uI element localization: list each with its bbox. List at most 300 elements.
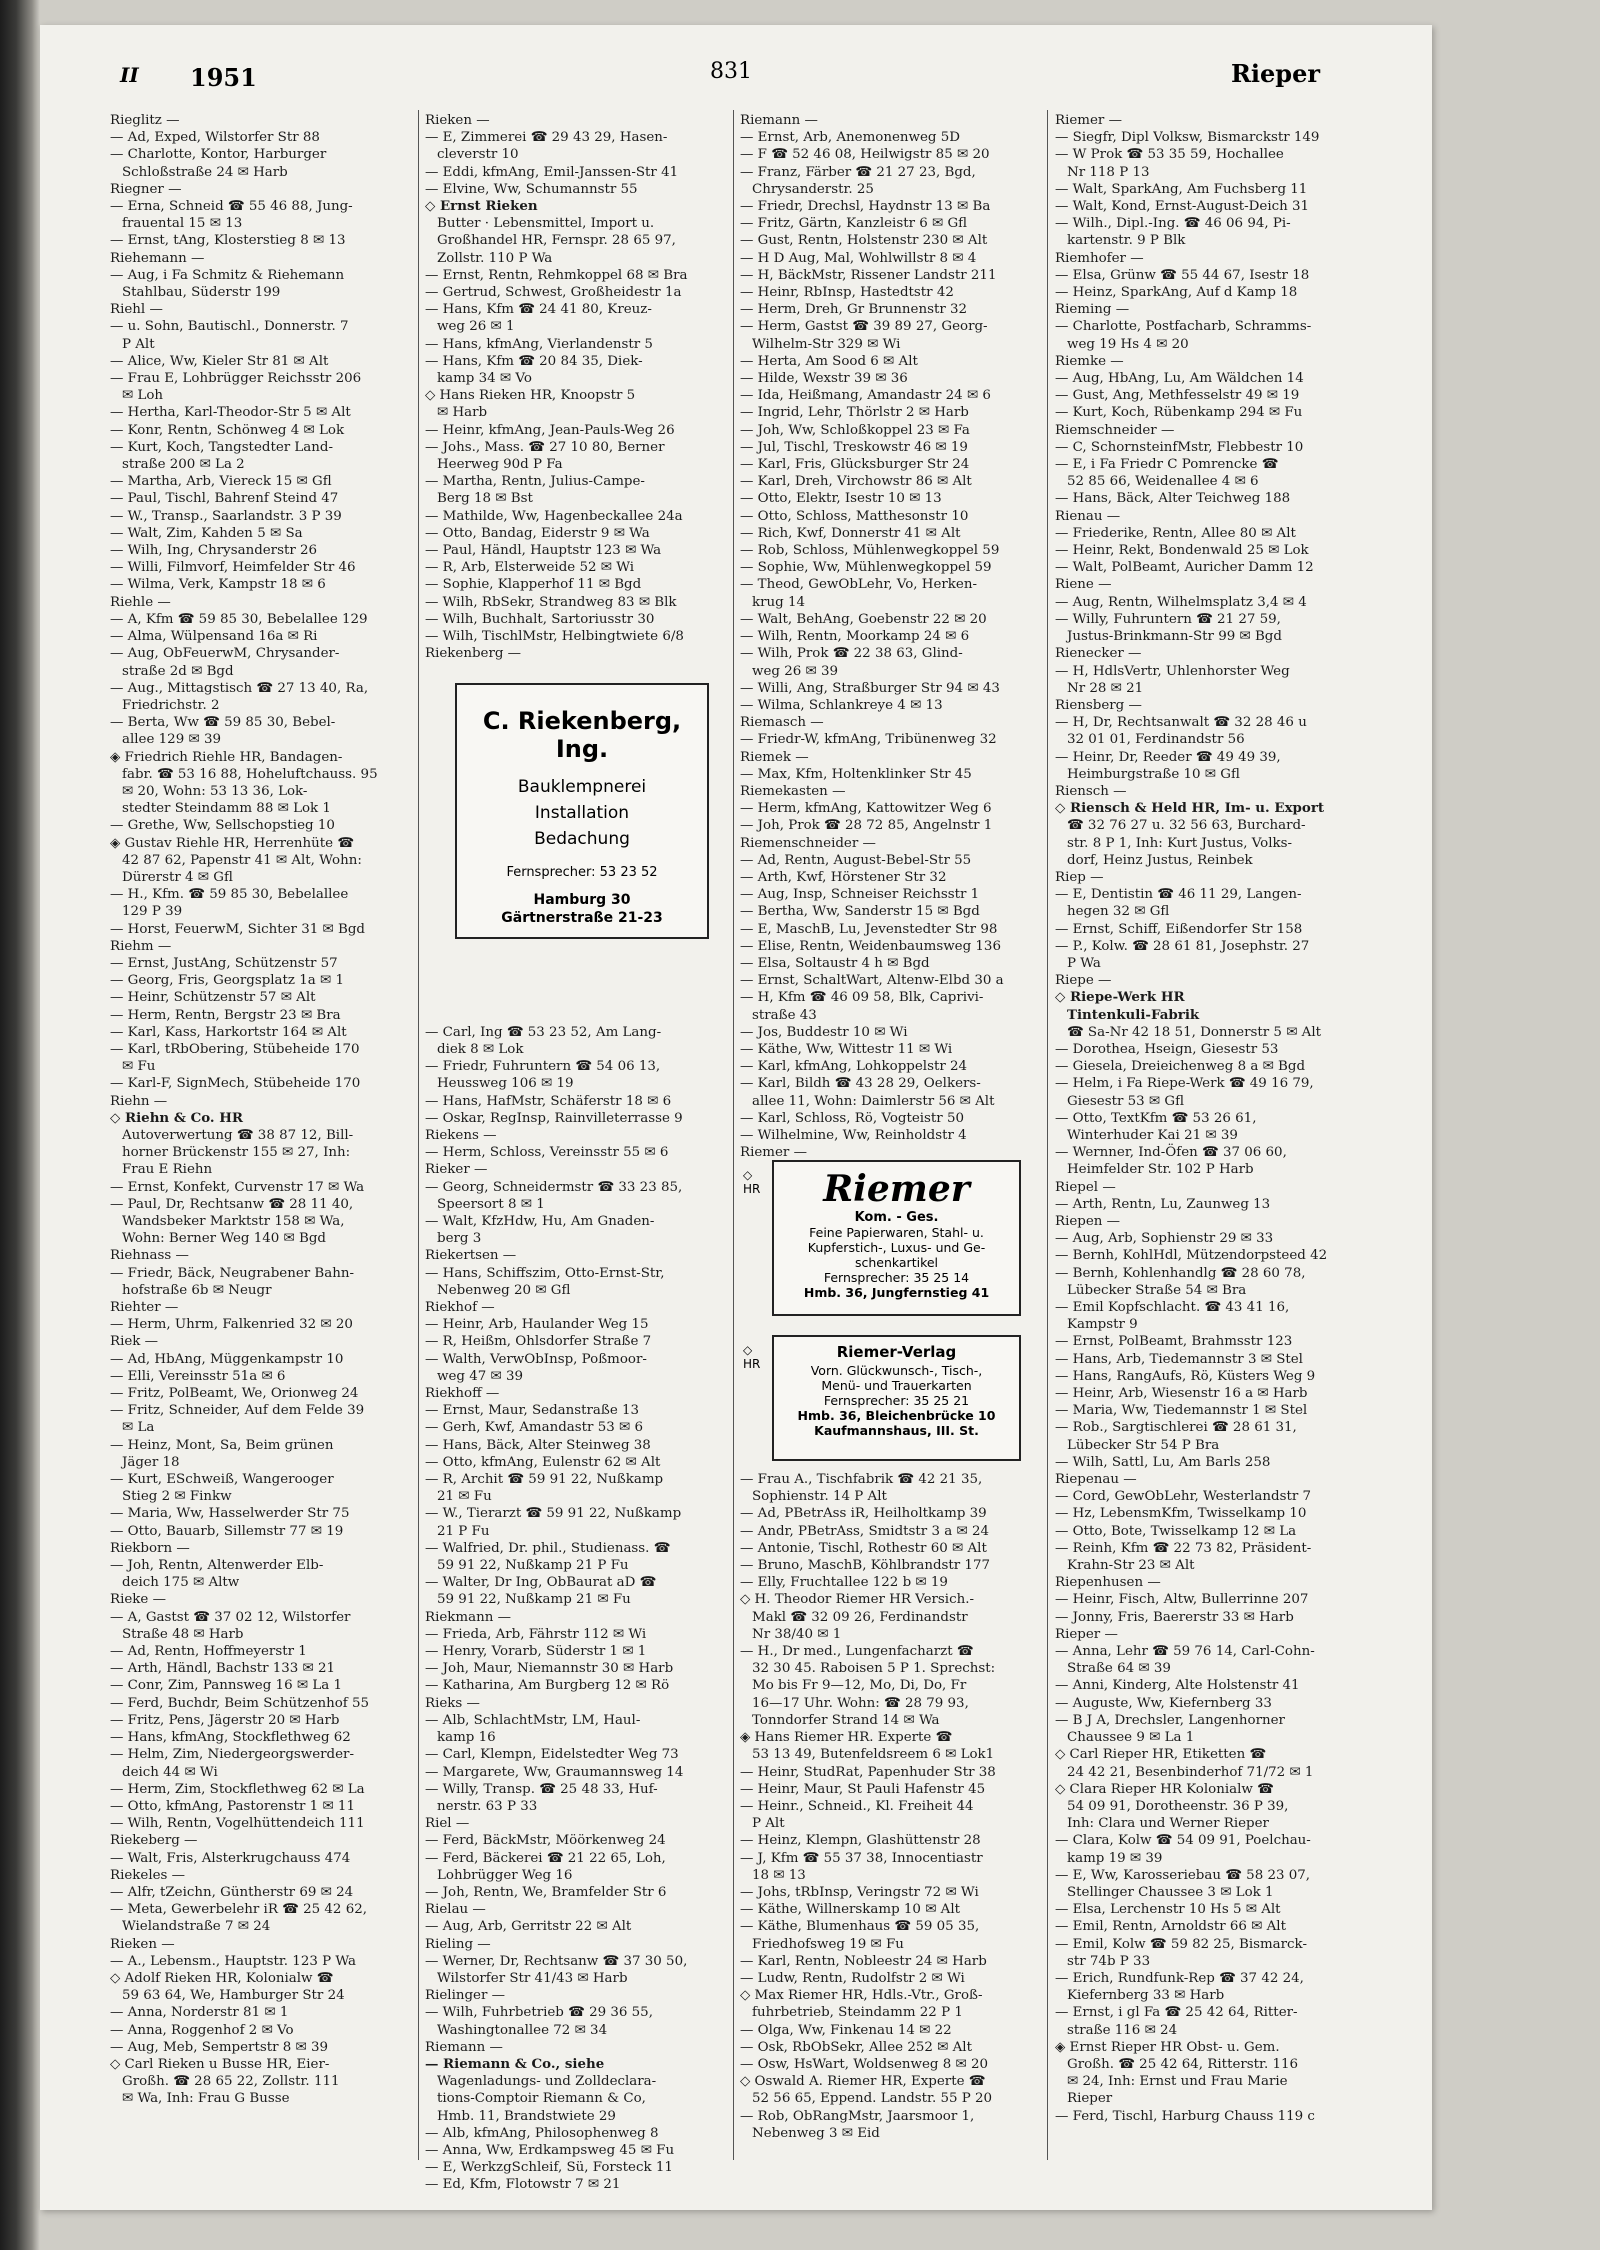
directory-line: — Herm, Gastst ☎ 39 89 27, Georg- (740, 319, 988, 335)
directory-line: — Alb, kfmAng, Philosophenweg 8 (425, 2125, 659, 2141)
directory-line: — Hz, LebensmKfm, Twisselkamp 10 (1055, 1506, 1307, 1522)
directory-line: — Helm, i Fa Riepe-Werk ☎ 49 16 79, (1055, 1076, 1314, 1092)
directory-line: Washingtonallee 72 ✉ 34 (437, 2022, 608, 2038)
directory-line: Riekhoff — (425, 1386, 500, 1402)
ad-line: Vorn. Glückwunsch-, Tisch-, (810, 1363, 983, 1378)
directory-line: ✉ 24, Inh: Ernst und Frau Marie (1067, 2074, 1288, 2090)
directory-line: weg 26 ✉ 1 (437, 319, 515, 335)
directory-line: — Karl-F, SignMech, Stübeheide 170 (110, 1076, 361, 1092)
directory-line: — Kurt, Koch, Rübenkamp 294 ✉ Fu (1055, 405, 1303, 421)
directory-line: — Fritz, Gärtn, Kanzleistr 6 ✉ Gfl (740, 216, 968, 232)
directory-line: Kampstr 9 (1067, 1317, 1138, 1333)
directory-line: Riensberg — (1055, 697, 1142, 713)
ad-city: Hamburg 30 (533, 892, 631, 908)
directory-line: — Hans, kfmAng, Vierlandenstr 5 (425, 336, 653, 352)
directory-line: — Anna, Norderstr 81 ✉ 1 (110, 2005, 289, 2021)
directory-line: — Herm, Schloss, Vereinsstr 55 ✉ 6 (425, 1145, 669, 1161)
ad-company-name: C. Riekenberg, Ing. (482, 707, 682, 763)
directory-line: — Georg, Fris, Georgsplatz 1a ✉ 1 (110, 973, 344, 989)
directory-line: — Friederike, Rentn, Allee 80 ✉ Alt (1055, 525, 1296, 541)
directory-line: — Friedr-W, kfmAng, Tribünenweg 32 (740, 732, 997, 748)
directory-line: — Conr, Zim, Pannsweg 16 ✉ La 1 (110, 1678, 342, 1694)
edition-label: II (120, 63, 139, 87)
directory-line: Stieg 2 ✉ Finkw (122, 1489, 232, 1505)
directory-line: — Wilh, Prok ☎ 22 38 63, Glind- (740, 646, 963, 662)
directory-line: ◇ Riepe-Werk HR (1055, 989, 1185, 1006)
directory-line: — Wilh, RbSekr, Strandweg 83 ✉ Blk (425, 594, 677, 610)
directory-line: — Arth, Rentn, Lu, Zaunweg 13 (1055, 1196, 1271, 1212)
page-header (120, 37, 1320, 97)
directory-line: Speersort 8 ✉ 1 (437, 1196, 545, 1212)
directory-line: 32 30 45. Raboisen 5 P 1. Sprechst: (752, 1661, 996, 1677)
directory-line: Riekens — (425, 1127, 497, 1143)
directory-line: — Otto, kfmAng, Eulenstr 62 ✉ Alt (425, 1454, 661, 1470)
directory-line: nerstr. 63 P 33 (437, 1798, 538, 1814)
directory-line: — Hilde, Wexstr 39 ✉ 36 (740, 371, 908, 387)
directory-line: — Joh, Maur, Niemannstr 30 ✉ Harb (425, 1661, 674, 1677)
directory-line: — Walth, VerwObInsp, Poßmoor- (425, 1351, 647, 1367)
directory-line: diek 8 ✉ Lok (437, 1041, 524, 1057)
directory-line: — H, Kfm ☎ 46 09 58, Blk, Caprivi- (740, 990, 984, 1006)
directory-line: — Heinz, SparkAng, Auf d Kamp 18 (1055, 285, 1298, 301)
directory-line: Riemschneider — (1055, 422, 1175, 438)
directory-line: — Hans, kfmAng, Stockflethweg 62 (110, 1730, 351, 1746)
directory-line: — Maria, Ww, Hasselwerder Str 75 (110, 1506, 350, 1522)
directory-line: — Heinr, Dr, Reeder ☎ 49 49 39, (1055, 749, 1281, 765)
directory-line: Rieming — (1055, 302, 1130, 318)
directory-line: — H, HdlsVertr, Uhlenhorster Weg (1055, 663, 1290, 679)
directory-line: — Ernst, Arb, Anemonenweg 5D (740, 130, 960, 146)
directory-line: — Hans, RangAufs, Rö, Küsters Weg 9 (1055, 1368, 1316, 1384)
directory-line: ◇ Oswald A. Riemer HR, Experte ☎ (740, 2074, 986, 2090)
directory-line: Riemek — (740, 749, 809, 765)
directory-line: Wagenladungs- und Zolldeclara- (437, 2074, 657, 2090)
directory-line: — Fritz, Schneider, Auf dem Felde 39 (110, 1403, 365, 1419)
directory-line: — Wilh, Sattl, Lu, Am Barls 258 (1055, 1454, 1271, 1470)
directory-line: — Gertrud, Schwest, Großheidestr 1a (425, 285, 682, 301)
ad-line: Kom. - Ges. (854, 1210, 939, 1225)
directory-line: allee 11, Wohn: Daimlerstr 56 ✉ Alt (752, 1093, 995, 1109)
directory-line: — Karl, Bildh ☎ 43 28 29, Oelkers- (740, 1076, 981, 1092)
directory-line: — Konr, Rentn, Schönweg 4 ✉ Lok (110, 422, 345, 438)
directory-line: — Walt, Zim, Kahden 5 ✉ Sa (110, 525, 303, 541)
directory-line: — Herm, Zim, Stockflethweg 62 ✉ La (110, 1781, 365, 1797)
directory-line: — Ed, Kfm, Flotowstr 7 ✉ 21 (425, 2177, 621, 2193)
directory-line: kamp 34 ✉ Vo (437, 371, 532, 387)
directory-line: — Anna, Ww, Erdkampsweg 45 ✉ Fu (425, 2142, 675, 2158)
directory-line: — Friedr, Fuhruntern ☎ 54 06 13, (425, 1059, 661, 1075)
directory-line: Rieper (1067, 2091, 1113, 2107)
directory-line: Nr 118 P 13 (1067, 164, 1150, 180)
directory-line: — Otto, Bandag, Eiderstr 9 ✉ Wa (425, 525, 650, 541)
directory-line: — B J A, Drechsler, Langenhorner (1055, 1712, 1285, 1728)
directory-line: Riemann — (425, 2039, 503, 2055)
directory-line: berg 3 (437, 1231, 482, 1247)
directory-line: — Arth, Kwf, Hörstener Str 32 (740, 869, 947, 885)
directory-line: 21 P Fu (437, 1523, 490, 1539)
directory-line: — Ferd, BäckMstr, Möörkenweg 24 (425, 1833, 666, 1849)
directory-line: Wilhelm-Str 329 ✉ Wi (752, 336, 901, 352)
directory-line: — Heinr, RbInsp, Hastedtstr 42 (740, 285, 954, 301)
directory-line: fabr. ☎ 53 16 88, Hoheluftchauss. 95 (122, 766, 378, 782)
directory-line: — Herm, kfmAng, Kattowitzer Weg 6 (740, 801, 992, 817)
directory-line: Rieling — (425, 1936, 491, 1952)
directory-line: — Elvine, Ww, Schumannstr 55 (425, 181, 638, 197)
directory-line: ✉ Harb (437, 405, 488, 421)
directory-line: Hmb. 11, Brandstwiete 29 (437, 2108, 616, 2124)
directory-line: — E, MaschB, Lu, Jevenstedter Str 98 (740, 921, 998, 937)
directory-line: — Käthe, Blumenhaus ☎ 59 05 35, (740, 1919, 980, 1935)
directory-line: — Hans, Bäck, Alter Teichweg 188 (1055, 491, 1291, 507)
directory-line: Makl ☎ 32 09 26, Ferdinandstr (752, 1609, 968, 1625)
directory-line: Riemke — (1055, 353, 1124, 369)
directory-line: Nr 38/40 ✉ 1 (752, 1626, 842, 1642)
directory-line: — Ad, Rentn, Hoffmeyerstr 1 (110, 1644, 307, 1660)
directory-line: stedter Steindamm 88 ✉ Lok 1 (122, 801, 331, 817)
ad-space (425, 938, 741, 955)
directory-line: 54 09 91, Dorotheenstr. 36 P 39, (1067, 1798, 1289, 1814)
directory-line: — Paul, Tischl, Bahrenf Steind 47 (110, 491, 339, 507)
directory-line: — Otto, Elektr, Isestr 10 ✉ 13 (740, 491, 942, 507)
directory-line: — Ernst, tAng, Klosterstieg 8 ✉ 13 (110, 233, 346, 249)
directory-line: Riekeberg — (110, 1833, 198, 1849)
directory-line: Riehm — (110, 938, 172, 954)
directory-line: Zollstr. 110 P Wa (437, 250, 553, 266)
directory-line: — Walt, KfzHdw, Hu, Am Gnaden- (425, 1214, 655, 1229)
ad-space (425, 989, 741, 1006)
directory-line: Straße 48 ✉ Harb (122, 1626, 244, 1642)
directory-line: Rieke — (110, 1592, 166, 1608)
directory-line: — Otto, kfmAng, Pastorenstr 1 ✉ 11 (110, 1798, 355, 1814)
book-binding (0, 0, 40, 2250)
directory-line: dorf, Heinz Justus, Reinbek (1067, 852, 1253, 868)
directory-line: ◈ Friedrich Riehle HR, Bandagen- (110, 749, 343, 765)
directory-line: — Wilh, Rentn, Moorkamp 24 ✉ 6 (740, 629, 970, 645)
directory-line: — Osk, RbObSekr, Allee 252 ✉ Alt (740, 2039, 972, 2055)
directory-line: — Jos, Buddestr 10 ✉ Wi (740, 1024, 908, 1040)
directory-line: Großhandel HR, Fernspr. 28 65 97, (437, 233, 676, 249)
directory-line: Jäger 18 (122, 1454, 180, 1470)
directory-line: P Alt (122, 336, 155, 352)
directory-line: Riehn — (110, 1093, 168, 1109)
directory-line: — Karl, Kass, Harkortstr 164 ✉ Alt (110, 1024, 347, 1040)
directory-line: — Frau E, Lohbrügger Reichsstr 206 (110, 371, 362, 387)
directory-line: — Käthe, Willnerskamp 10 ✉ Alt (740, 1902, 961, 1918)
directory-line: — Kurt, Koch, Tangstedter Land- (110, 439, 333, 455)
directory-line: Riene — (1055, 577, 1112, 593)
directory-line: Riepenhusen — (1055, 1575, 1161, 1591)
directory-line: — Rob, Schloss, Mühlenwegkoppel 59 (740, 543, 1000, 559)
directory-line: — Johs., Mass. ☎ 27 10 80, Berner (425, 439, 665, 455)
directory-line: — Wilhelmine, Ww, Reinholdstr 4 (740, 1127, 967, 1143)
ad-phone: Fernsprecher: 35 25 21 (823, 1393, 970, 1408)
directory-line: hofstraße 6b ✉ Neugr (122, 1282, 272, 1298)
directory-line: — Cord, GewObLehr, Westerlandstr 7 (1055, 1489, 1312, 1505)
directory-line: — Ernst, Maur, Sedanstraße 13 (425, 1403, 640, 1419)
directory-line: Riepen — (1055, 1214, 1121, 1229)
ad-space (425, 1007, 741, 1024)
directory-line: — Willi, Filmvorf, Heimfelder Str 46 (110, 560, 356, 576)
directory-line: — Walt, Fris, Alsterkrugchauss 474 (110, 1850, 351, 1866)
directory-line: straße 200 ✉ La 2 (122, 457, 245, 473)
directory-line: Riemekasten — (740, 783, 846, 799)
directory-line: — Anna, Roggenhof 2 ✉ Vo (110, 2022, 294, 2038)
ad-title: Riemer-Verlag (836, 1343, 957, 1361)
directory-line: — Ernst, PolBeamt, Brahmsstr 123 (1055, 1334, 1293, 1350)
directory-line: — Willi, Ang, Straßburger Str 94 ✉ 43 (740, 680, 1000, 696)
directory-line: Riehnass — (110, 1248, 189, 1264)
directory-line: — Alb, SchlachtMstr, LM, Haul- (425, 1712, 641, 1728)
directory-line: straße 116 ✉ 24 (1067, 2022, 1178, 2038)
directory-line: — Ernst, i gl Fa ☎ 25 42 64, Ritter- (1055, 2005, 1298, 2021)
directory-line: — Aug, i Fa Schmitz & Riehemann (110, 267, 345, 283)
directory-line: ◈ Hans Riemer HR. Experte ☎ (740, 1730, 953, 1746)
directory-line: krug 14 (752, 594, 806, 610)
directory-line: — R, Arb, Elsterweide 52 ✉ Wi (425, 560, 635, 576)
directory-line: — Eddi, kfmAng, Emil-Janssen-Str 41 (425, 164, 679, 180)
directory-line: Heerweg 90d P Fa (437, 457, 563, 473)
directory-line: — Sophie, Ww, Mühlenwegkoppel 59 (740, 560, 992, 576)
directory-line: Riekenberg — (425, 646, 522, 662)
directory-line: — Fritz, Pens, Jägerstr 20 ✉ Harb (110, 1712, 340, 1728)
directory-line: 59 91 22, Nußkamp 21 ✉ Fu (437, 1592, 631, 1608)
directory-line: — Hans, Kfm ☎ 20 84 35, Diek- (425, 353, 643, 369)
directory-line: — Walter, Dr Ing, ObBaurat aD ☎ (425, 1575, 657, 1591)
directory-line: — C, SchornsteinfMstr, Flebbestr 10 (1055, 439, 1304, 455)
riemer-verlag-hr-mark: ◇ HR (743, 1343, 761, 1371)
directory-line: — Anni, Kinderg, Alte Holstenstr 41 (1055, 1678, 1300, 1694)
directory-line: — Ad, PBetrAss iR, Heilholtkamp 39 (740, 1506, 987, 1522)
ad-address: Hmb. 36, Jungfernstieg 41 (803, 1285, 990, 1300)
directory-line: — Heinr, Rekt, Bondenwald 25 ✉ Lok (1055, 543, 1309, 559)
directory-line: — E, WerkzgSchleif, Sü, Forsteck 11 (425, 2160, 673, 2176)
directory-line: — Aug, Arb, Gerritstr 22 ✉ Alt (425, 1919, 632, 1935)
directory-line: — Karl, Schloss, Rö, Vogteistr 50 (740, 1110, 964, 1126)
directory-line: — Auguste, Ww, Kiefernberg 33 (1055, 1695, 1272, 1711)
riemer-logo: Riemer (823, 1168, 970, 1210)
directory-line: — Olga, Ww, Finkenau 14 ✉ 22 (740, 2022, 952, 2038)
directory-line: ✉ Loh (122, 388, 164, 404)
directory-line: ◇ Riehn & Co. HR (110, 1109, 244, 1126)
directory-line: — P., Kolw. ☎ 28 61 81, Josephstr. 27 (1055, 938, 1310, 954)
ad-line: Kupferstich-, Luxus- und Ge- (807, 1240, 986, 1255)
directory-line: — E, Ww, Karosseriebau ☎ 58 23 07, (1055, 1867, 1311, 1883)
directory-line: — W., Transp., Saarlandstr. 3 P 39 (110, 508, 342, 524)
directory-line: — Giesela, Dreieichenweg 8 a ✉ Bgd (1055, 1059, 1306, 1075)
directory-line: — Otto, Bauarb, Sillemstr 77 ✉ 19 (110, 1523, 344, 1539)
directory-line: Riemer — (740, 1145, 807, 1161)
directory-line: ◈ Gustav Riehle HR, Herrenhüte ☎ (110, 835, 355, 851)
directory-line: — Elsa, Soltaustr 4 h ✉ Bgd (740, 955, 930, 971)
ad-line: Kaufmannshaus, III. St. (814, 1423, 979, 1438)
directory-line: — Aug, Insp, Schneiser Reichsstr 1 (740, 887, 980, 903)
directory-line: ✉ La (122, 1420, 155, 1436)
directory-line: — Aug, Arb, Sophienstr 29 ✉ 33 (1055, 1231, 1274, 1247)
directory-line: — Grethe, Ww, Sellschopstieg 10 (110, 818, 335, 834)
directory-line: — Alice, Ww, Kieler Str 81 ✉ Alt (110, 353, 329, 369)
directory-line: Giesestr 53 ✉ Gfl (1067, 1093, 1185, 1109)
directory-line: — Anna, Lehr ☎ 59 76 14, Carl-Cohn- (1055, 1644, 1315, 1660)
directory-line: — Mathilde, Ww, Hagenbeckallee 24a (425, 508, 683, 524)
directory-line: Riensch — (1055, 783, 1127, 799)
directory-line: — Fritz, PolBeamt, We, Orionweg 24 (110, 1386, 359, 1402)
directory-line: — H, BäckMstr, Rissener Landstr 211 (740, 267, 997, 283)
directory-line: Rieker — (425, 1162, 488, 1178)
column-1 (110, 112, 426, 2162)
directory-line: — Joh, Rentn, Altenwerder Elb- (110, 1558, 324, 1574)
directory-line: — Walt, Kond, Ernst-August-Deich 31 (1055, 199, 1310, 215)
riemer-advertisement (772, 1160, 1021, 1316)
directory-line: — Charlotte, Kontor, Harburger (110, 147, 327, 163)
directory-line: — Wilma, Schlankreye 4 ✉ 13 (740, 697, 943, 713)
directory-line: — Margarete, Ww, Graumannsweg 14 (425, 1764, 684, 1780)
directory-line: — Wilh, TischlMstr, Helbingtwiete 6/8 (425, 629, 684, 645)
directory-line: — Sophie, Klapperhof 11 ✉ Bgd (425, 577, 642, 593)
directory-line: — Paul, Dr, Rechtsanw ☎ 28 11 40, (110, 1196, 354, 1212)
directory-line: — Hans, Schiffszim, Otto-Ernst-Str, (425, 1265, 665, 1281)
directory-line: Dürerstr 4 ✉ Gfl (122, 869, 233, 885)
directory-line: ◇ Adolf Rieken HR, Kolonialw ☎ (110, 1970, 334, 1986)
directory-line: — Wilh, Fuhrbetrieb ☎ 29 36 55, (425, 2005, 653, 2021)
directory-line: — R, Heißm, Ohlsdorfer Straße 7 (425, 1334, 652, 1350)
directory-line: — Ida, Heißmang, Amandastr 24 ✉ 6 (740, 388, 991, 404)
directory-line: — Martha, Rentn, Julius-Campe- (425, 474, 645, 490)
directory-line: deich 44 ✉ Wi (122, 1764, 218, 1780)
directory-line: Heimfelder Str. 102 P Harb (1067, 1162, 1254, 1178)
directory-line: cleverstr 10 (437, 147, 519, 163)
directory-line: — Ad, Exped, Wilstorfer Str 88 (110, 130, 320, 146)
directory-line: Nr 28 ✉ 21 (1067, 680, 1144, 696)
riemer-verlag-advertisement (772, 1335, 1021, 1461)
directory-line: Winterhuder Kai 21 ✉ 39 (1067, 1127, 1238, 1143)
directory-line: Riemenschneider — (740, 835, 876, 851)
directory-line: Riepe — (1055, 973, 1112, 989)
directory-line: — Riemann & Co., siehe (425, 2055, 605, 2072)
directory-line: — Wilma, Verk, Kampstr 18 ✉ 6 (110, 577, 326, 593)
ad-line: Bedachung (534, 829, 630, 849)
directory-line: — Frau A., Tischfabrik ☎ 42 21 35, (740, 1472, 983, 1488)
directory-line: Lohbrügger Weg 16 (437, 1867, 573, 1883)
directory-line: Riehemann — (110, 250, 205, 266)
directory-line: horner Brückenstr 155 ✉ 27, Inh: (122, 1145, 351, 1161)
directory-line: Rieks — (425, 1695, 480, 1711)
directory-line: weg 47 ✉ 39 (437, 1368, 524, 1384)
directory-line: Heussweg 106 ✉ 19 (437, 1076, 574, 1092)
directory-line: — Ernst, SchaltWart, Altenw-Elbd 30 a (740, 973, 1004, 989)
year-label: 1951 (190, 63, 257, 92)
directory-line: — Ferd, Tischl, Harburg Chauss 119 c (1055, 2108, 1315, 2124)
directory-line: — A, Kfm ☎ 59 85 30, Bebelallee 129 (110, 611, 368, 627)
directory-line: — J, Kfm ☎ 55 37 38, Innocentiastr (740, 1850, 983, 1866)
directory-line: — Herta, Am Sood 6 ✉ Alt (740, 353, 918, 369)
directory-line: — E, Zimmerei ☎ 29 43 29, Hasen- (425, 130, 668, 146)
directory-line: — Gust, Ang, Methfesselstr 49 ✉ 19 (1055, 388, 1300, 404)
directory-line: Riehter — (110, 1300, 179, 1316)
directory-line: — Horst, FeuerwM, Sichter 31 ✉ Bgd (110, 921, 365, 937)
directory-line: — Käthe, Ww, Wittestr 11 ✉ Wi (740, 1041, 953, 1057)
directory-line: — Johs, tRbInsp, Veringstr 72 ✉ Wi (740, 1884, 979, 1900)
directory-line: Rienau — (1055, 508, 1121, 524)
directory-line: — Hans, HafMstr, Schäferstr 18 ✉ 6 (425, 1093, 672, 1109)
directory-line: Lübecker Straße 54 ✉ Bra (1067, 1282, 1247, 1298)
page-number: 831 (710, 59, 752, 84)
ad-line: Hmb. 36, Bleichenbrücke 10 (797, 1408, 996, 1423)
directory-line: Riel — (425, 1816, 470, 1832)
directory-line: — Emil, Rentn, Arnoldstr 66 ✉ Alt (1055, 1919, 1286, 1935)
directory-line: 42 87 62, Papenstr 41 ✉ Alt, Wohn: (122, 852, 362, 868)
directory-line: — E, Dentistin ☎ 46 11 29, Langen- (1055, 887, 1302, 903)
riemer-hr-mark: ◇ HR (743, 1168, 761, 1196)
directory-line: — R, Archit ☎ 59 91 22, Nußkamp (425, 1472, 664, 1488)
directory-line: — Rob., Sargtischlerei ☎ 28 61 31, (1055, 1420, 1297, 1436)
directory-line: — Oskar, RegInsp, Rainvilleterrasse 9 (425, 1110, 683, 1126)
directory-line: 16—17 Uhr. Wohn: ☎ 28 79 93, (752, 1695, 969, 1711)
column-3 (740, 112, 1056, 2162)
directory-line: — Dorothea, Hseign, Giesestr 53 (1055, 1041, 1279, 1057)
directory-line: ◇ Hans Rieken HR, Knoopstr 5 (425, 388, 636, 404)
riekenberg-advertisement (455, 683, 709, 939)
directory-line: — Walt, SparkAng, Am Fuchsberg 11 (1055, 181, 1308, 197)
directory-line: Rieken — (425, 113, 490, 128)
directory-line: — Osw, HsWart, Woldsenweg 8 ✉ 20 (740, 2056, 989, 2072)
directory-line: Nebenweg 20 ✉ Gfl (437, 1282, 571, 1298)
directory-line: Krahn-Str 23 ✉ Alt (1067, 1558, 1195, 1574)
directory-line: — Erich, Rundfunk-Rep ☎ 37 42 24, (1055, 1970, 1304, 1986)
directory-line: Sophienstr. 14 P Alt (752, 1489, 887, 1505)
directory-line: Wielandstraße 7 ✉ 24 (122, 1919, 271, 1935)
directory-line: — Aug, Meb, Sempertstr 8 ✉ 39 (110, 2039, 329, 2055)
directory-line: — Erna, Schneid ☎ 55 46 88, Jung- (110, 199, 353, 215)
directory-line: — Martha, Arb, Viereck 15 ✉ Gfl (110, 474, 332, 490)
ad-line: Installation (534, 803, 630, 823)
directory-line: fuhrbetrieb, Steindamm 22 P 1 (752, 2005, 963, 2021)
ad-line: schenkartikel (854, 1255, 939, 1270)
directory-line: — Meta, Gewerbelehr iR ☎ 25 42 62, (110, 1902, 367, 1918)
directory-line: — Helm, Zim, Niedergeorgswerder- (110, 1747, 354, 1763)
directory-line: ◇ Ernst Rieken (425, 198, 538, 215)
directory-line: — Hertha, Karl-Theodor-Str 5 ✉ Alt (110, 405, 351, 421)
directory-line: — Arth, Händl, Bachstr 133 ✉ 21 (110, 1661, 336, 1677)
column-2 (425, 112, 741, 2193)
directory-line: — Willy, Fuhruntern ☎ 21 27 59, (1055, 611, 1281, 627)
directory-line: — Karl, Dreh, Virchowstr 86 ✉ Alt (740, 474, 972, 490)
directory-line: 18 ✉ 13 (752, 1867, 806, 1883)
directory-line: Riepel — (1055, 1179, 1116, 1195)
directory-line: 21 ✉ Fu (437, 1489, 492, 1505)
directory-line: ✉ 20, Wohn: 53 13 36, Lok- (122, 783, 308, 799)
directory-line: — Carl, Ing ☎ 53 23 52, Am Lang- (425, 1024, 662, 1040)
directory-line: Kiefernberg 33 ✉ Harb (1067, 1988, 1225, 2004)
directory-line: Chrysanderstr. 25 (752, 181, 874, 197)
directory-line: tions-Comptoir Riemann & Co, (437, 2091, 646, 2107)
directory-line: — Otto, TextKfm ☎ 53 26 61, (1055, 1110, 1257, 1126)
directory-line: Chaussee 9 ✉ La 1 (1067, 1730, 1195, 1746)
directory-line: Friedrichstr. 2 (122, 697, 220, 713)
directory-line: kamp 19 ✉ 39 (1067, 1850, 1163, 1866)
directory-line: P Wa (1067, 955, 1101, 971)
directory-line: — Heinr, Maur, St Pauli Hafenstr 45 (740, 1781, 986, 1797)
directory-line: — Charlotte, Postfacharb, Schramms- (1055, 319, 1312, 335)
directory-line: — Walt, BehAng, Goebenstr 22 ✉ 20 (740, 611, 987, 627)
directory-line: str. 8 P 1, Inh: Kurt Justus, Volks- (1067, 835, 1292, 851)
directory-line: — Ludw, Rentn, Rudolfstr 2 ✉ Wi (740, 1970, 965, 1986)
directory-line: Rieglitz — (110, 113, 180, 128)
directory-line: — Otto, Schloss, Matthesonstr 10 (740, 508, 969, 524)
directory-line: straße 2d ✉ Bgd (122, 663, 234, 679)
catchword: Rieper (1230, 59, 1320, 88)
directory-line: weg 19 Hs 4 ✉ 20 (1067, 336, 1189, 352)
directory-line: Tonndorfer Strand 14 ✉ Wa (752, 1712, 940, 1728)
